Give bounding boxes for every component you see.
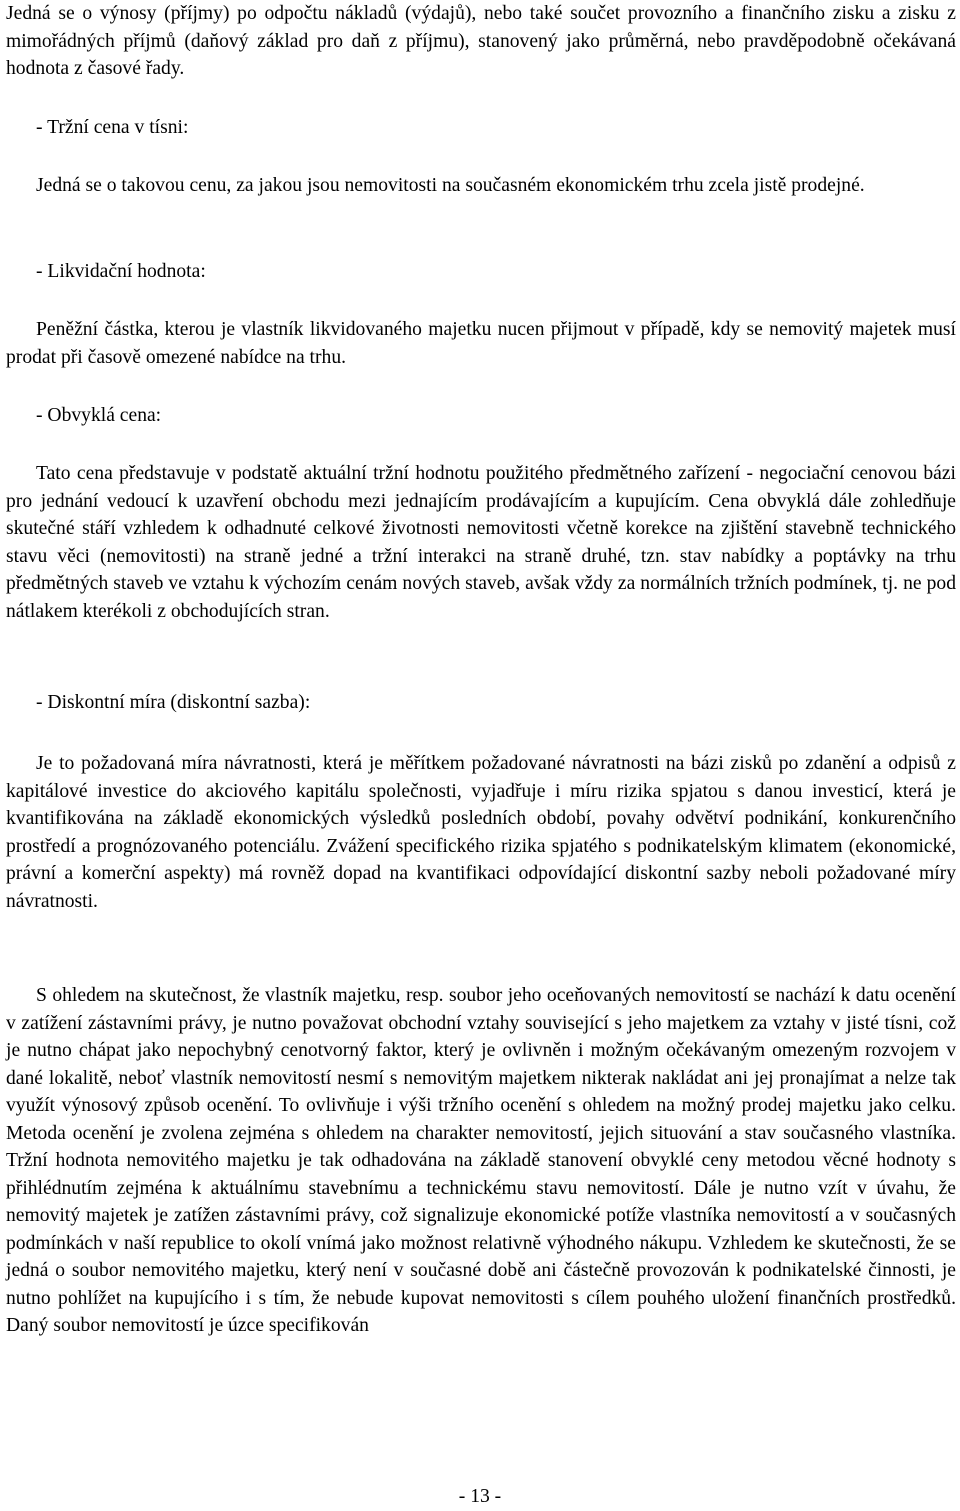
- heading-usual-price: - Obvyklá cena:: [36, 405, 162, 426]
- heading-liquidation-value: - Likvidační hodnota:: [36, 261, 206, 282]
- paragraph-market-price-in-distress: Jedná se o takovou cenu, za jakou jsou nemovitosti na současném ekonomickém trhu zcela jistě prodejné.: [36, 175, 865, 196]
- page-number: - 13 -: [458, 1486, 502, 1507]
- paragraph-valuation-context: S ohledem na skutečnost, že vlastník majetku, resp. soubor jeho oceňovaných nemovitostí se nachází k datu ocenění v zatížení zástavními právy, je nutno považovat obchodní vztahy související s jeho majetkem za vztahy v jisté tísni, což je nutno chápat jako nepochybný cenotvorný faktor, který je ovlivněn i možným očekávaným omezeným rozvojem v dané lokalitě, neboť vlastník nemovitostí nesmí s nemovitým majetkem nikterak nakládat ani jej pronajímat a nelze tak využít výnosový způsob ocenění. To ovlivňuje i výši tržního ocenění s ohledem na možný prodej majetku jako celku. Metoda ocenění je zvolena zejména s ohledem na charakter nemovitostí, jejich situování a stav současného vlastníka. Tržní hodnota nemovitého majetku je tak odhadována na základě stanovení obvyklé ceny metodou věcné hodnoty s přihlédnutím zejména k aktuálnímu stavebnímu a technickému stavu nemovitostí. Dále je nutno vzít v úvahu, že nemovitý majetek je zatížen zástavními právy, což signalizuje ekonomické potíže vlastníka nemovitostí a v současných podmínkách v naší republice to okolí vnímá jako možnost relativně výhodného nákupu. Vzhledem ke skutečnosti, že se jedná o soubor nemovitého majetku, který není v současné době ani částečně provozován k podnikatelské činnosti, je nutno pohlížet na kupujícího i s tím, že nebude kupovat nemovitosti s cílem pouhého uložení finančních prostředků. Daný soubor nemovitostí je úzce specifikován: [6, 985, 956, 1336]
- paragraph-usual-price: Tato cena představuje v podstatě aktuální tržní hodnotu použitého předmětného zařízení - negociační cenovou bázi pro jednání vedoucí k uzavření obchodu mezi jednajícím prodávajícím a kupujícím. Cena obvyklá dále zohledňuje skutečné stáří vzhledem k odhadnuté celkové životnosti nemovitosti včetně korekce na zjištění stavebně technického stavu věci (nemovitosti) na straně jedné a tržní interakci na straně druhé, tzn. stav nabídky a poptávky na trhu předmětných staveb ve vztahu k výchozím cenám nových staveb, avšak vždy za normálních tržních podmínek, tj. ne pod nátlakem kterékoli z obchodujících stran.: [6, 463, 956, 622]
- paragraph-discount-rate: Je to požadovaná míra návratnosti, která je měřítkem požadované návratnosti na bázi zisků po zdanění a odpisů z kapitálové investice do akciového kapitálu společnosti, vyjadřuje i míru rizika spjatou s danou investicí, která je kvantifikována na základě ekonomických výsledků posledních období, povahy odvětví podnikání, konkurenčního prostředí a prognózovaného potenciálu. Zvážení specifického rizika spjatého s podnikatelským klimatem (ekonomické, právní a komerční aspekty) má rovněž dopad na kvantifikaci odpovídající diskontní sazby neboli požadované míry návratnosti.: [6, 753, 956, 912]
- paragraph-income-definition: Jedná se o výnosy (příjmy) po odpočtu nákladů (výdajů), nebo také součet provozního a finančního zisku a zisku z mimořádných příjmů (daňový základ pro daň z příjmu), stanovený jako průměrná, nebo pravděpodobně očekávaná hodnota z časové řady.: [6, 3, 956, 79]
- heading-market-price-in-distress: - Tržní cena v tísni:: [36, 117, 189, 138]
- paragraph-liquidation-value: Peněžní částka, kterou je vlastník likvidovaného majetku nucen přijmout v případě, kdy se nemovitý majetek musí prodat při časově omezené nabídce na trhu.: [6, 319, 956, 368]
- heading-discount-rate: - Diskontní míra (diskontní sazba):: [36, 692, 311, 713]
